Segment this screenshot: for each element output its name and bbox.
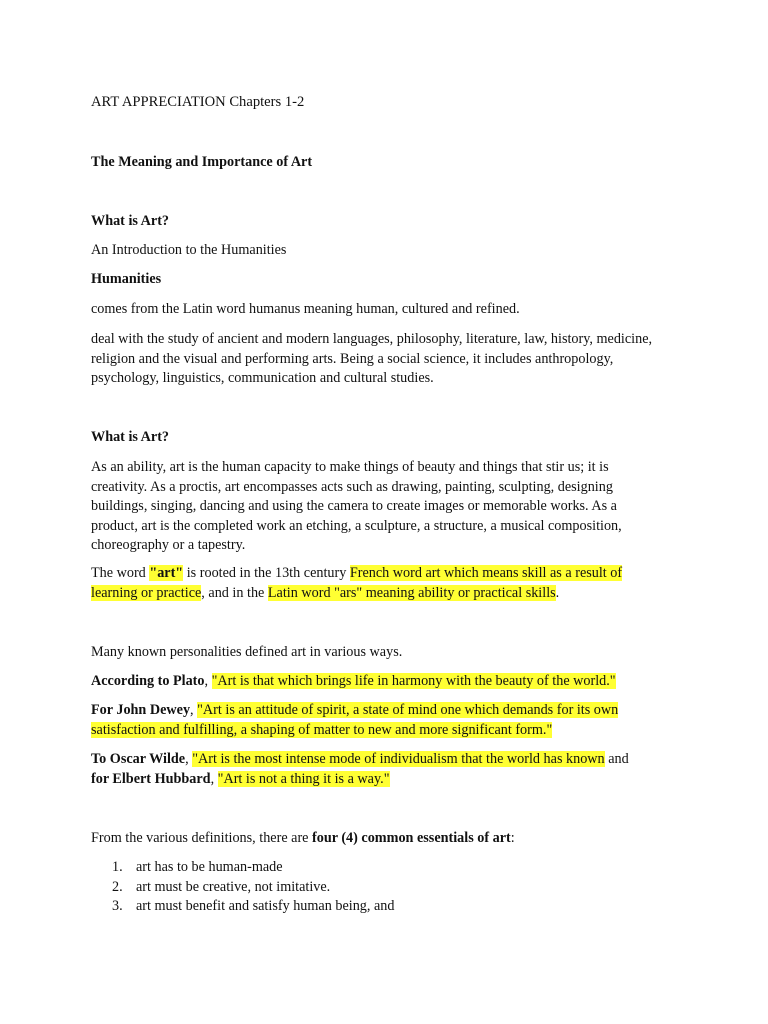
art-word-origin-paragraph <box>91 564 666 603</box>
wilde-label: To Oscar Wilde <box>91 751 186 767</box>
plato-quote-highlight: "Art is that which brings life in harmony with the beauty of the world." <box>211 673 616 689</box>
list-item <box>91 897 394 917</box>
dewey-separator: , <box>190 702 198 718</box>
document-title: ART APPRECIATION Chapters 1-2 <box>91 94 305 110</box>
art-quoted-highlight: "art" <box>149 565 184 581</box>
list-item-number: 1. <box>112 859 123 875</box>
plato-definition <box>91 672 616 692</box>
list-item-number: 3. <box>112 898 123 914</box>
list-item-text: art must be creative, not imitative. <box>136 878 331 895</box>
wilde-definition <box>91 750 629 770</box>
list-item <box>91 858 394 878</box>
hubbard-definition <box>91 770 390 790</box>
hubbard-separator: , <box>210 771 218 787</box>
dewey-quote-highlight: "Art is an attitude of spirit, a state of mind one which demands for its own satisfaction and fulfilling, a shaping of matter to new and more significant form." <box>91 702 619 738</box>
heading-what-is-art-2: What is Art? <box>91 429 170 445</box>
heading-what-is-art-1: What is Art? <box>91 213 170 229</box>
humanities-paragraph-2: deal with the study of ancient and modern languages, philosophy, literature, law, history, medicine, religion and the visual and performing arts. Being a social science, it includes anthropology, psychology, linguistics, communication and cultural studies. <box>91 331 653 386</box>
art-ability-paragraph: As an ability, art is the human capacity to make things of beauty and things that stir us; it is creativity. As a proctis, art encompasses acts such as drawing, painting, sculpting, designing buildings, singing, dancing and using the camera to create images or memorable works. As a product, art is the completed work an etching, a sculpture, a structure, a musical composition, choreography or a tapestry. <box>91 459 622 553</box>
essentials-list <box>91 858 394 917</box>
wilde-and-text: and <box>604 751 629 767</box>
intro-humanities: An Introduction to the Humanities <box>91 242 287 258</box>
word-origin-text-2: is rooted in the 13th century <box>183 565 350 581</box>
wilde-quote-highlight: "Art is the most intense mode of individualism that the world has known <box>192 751 605 767</box>
list-item-number: 2. <box>112 878 123 895</box>
wilde-separator: , <box>185 751 193 767</box>
word-origin-text-4: . <box>555 584 560 601</box>
essentials-intro-text-1: From the various definitions, there are <box>91 830 313 846</box>
list-item <box>91 878 394 898</box>
plato-label: According to Plato <box>91 673 205 689</box>
heading-humanities: Humanities <box>91 271 162 287</box>
dewey-label: For John Dewey <box>91 702 191 718</box>
dewey-definition <box>91 701 666 740</box>
essentials-intro-bold: four (4) common essentials of art <box>312 830 511 846</box>
personalities-intro: Many known personalities defined art in various ways. <box>91 644 403 660</box>
latin-origin-highlight: Latin word "ars" meaning ability or practical skills <box>267 584 556 601</box>
hubbard-label: for Elbert Hubbard <box>91 771 211 787</box>
heading-meaning-importance: The Meaning and Importance of Art <box>91 154 313 170</box>
essentials-intro-text-2: : <box>510 830 515 846</box>
french-origin-highlight: French word art which means skill as a result of learning or practice <box>91 565 623 601</box>
hubbard-quote-highlight: "Art is not a thing it is a way." <box>217 771 390 787</box>
plato-separator: , <box>204 673 212 689</box>
list-item-text: art must benefit and satisfy human being, and <box>136 898 395 914</box>
word-origin-text-1: The word <box>91 565 150 581</box>
list-item-text: art has to be human-made <box>136 859 283 875</box>
essentials-intro <box>91 829 515 849</box>
word-origin-text-3: , and in the <box>201 584 268 601</box>
humanities-paragraph-1: comes from the Latin word humanus meaning human, cultured and refined. <box>91 301 520 317</box>
